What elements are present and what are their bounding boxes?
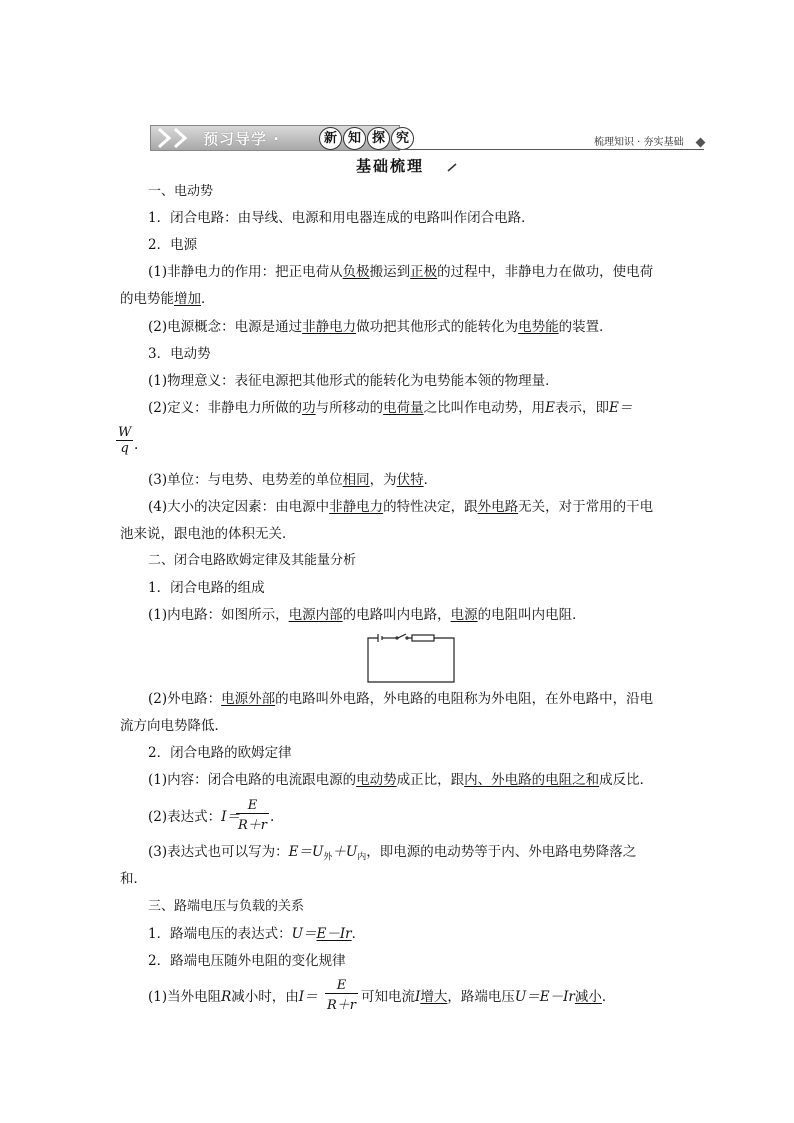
answer-blank: 内、外电路的电阻之和: [464, 772, 600, 788]
banner-title: 预习导学 ·: [203, 130, 280, 148]
text: (3)表达式也可以写为：: [148, 844, 289, 860]
fraction-numerator: E: [325, 978, 358, 994]
paragraph: 池来说，跟电池的体积无关．: [120, 526, 296, 542]
text: 可知电流: [361, 989, 415, 1005]
text: (2)外电路：: [148, 691, 222, 707]
fraction-numerator: W: [118, 425, 132, 440]
section-banner: [150, 125, 409, 151]
banner-bubble: 探: [367, 127, 390, 150]
subheading: 基础梳理: [356, 157, 425, 175]
text: (2)表达式：: [148, 809, 222, 825]
formula: E＝U: [288, 844, 324, 860]
answer-blank: 电荷量: [383, 400, 424, 416]
paragraph: 流方向电势降低．: [120, 718, 228, 734]
paragraph: [148, 263, 653, 281]
text: 1．路端电压的表达式：: [148, 926, 292, 942]
paragraph: 和．: [120, 871, 147, 887]
answer-blank: E－Ir: [316, 926, 352, 942]
text: 的电路叫外电路，外电路的电阻称为外电阻，在外电路中，沿电: [275, 691, 654, 707]
paragraph: [148, 318, 613, 336]
subscript: 外: [323, 852, 333, 863]
text: (1)非静电力的作用：把正电荷从: [148, 264, 343, 280]
fraction-denominator: R＋r: [238, 818, 268, 833]
paragraph: 1．闭合电路的组成: [148, 580, 265, 596]
paragraph: [148, 925, 365, 943]
formula: U＝: [291, 926, 317, 942]
answer-blank: 非静电力: [329, 499, 384, 515]
symbol: I: [415, 989, 421, 1005]
text: 的过程中，非静电力在做功，使电荷: [437, 264, 654, 280]
text: ．: [201, 291, 215, 307]
fraction-denominator: q: [120, 441, 129, 456]
subscript: 内: [357, 852, 367, 863]
text: ．: [351, 926, 366, 942]
chevron-right-icon: [157, 128, 173, 148]
text: ，即电源的电动势等于内、外电路电势降落之: [366, 844, 637, 860]
answer-blank: 外电路: [477, 499, 519, 515]
text: ．: [601, 989, 616, 1005]
answer-blank: 功: [302, 400, 316, 416]
paragraph: [361, 988, 615, 1006]
symbol: R: [221, 989, 232, 1005]
answer-blank: 增加: [174, 291, 201, 307]
text: 的电阻叫内电阻．: [477, 607, 586, 623]
text: ，为: [369, 472, 397, 488]
text: 的装置．: [558, 319, 613, 335]
pen-mark-icon: [447, 162, 457, 172]
banner-bubble: 新: [319, 127, 342, 150]
text: 减小时，由: [231, 989, 299, 1005]
text: 成反比．: [599, 772, 654, 788]
answer-blank: 正极: [410, 264, 438, 280]
symbol: E: [545, 400, 555, 416]
formula: I＝: [221, 809, 240, 825]
diamond-icon: [696, 138, 706, 148]
text: (2)定义：非静电力所做的: [148, 400, 303, 416]
text: 之比叫作电动势，用: [423, 400, 546, 416]
paragraph: [148, 808, 240, 826]
fraction-denominator: R＋r: [327, 998, 357, 1013]
text: 做功把其他形式的能转化为: [356, 319, 519, 335]
text: (4)大小的决定因素：由电源中: [148, 499, 330, 515]
answer-blank: 非静电力: [302, 319, 357, 335]
banner-bubble: 知: [343, 127, 366, 150]
section-2-title: 二、闭合电路欧姆定律及其能量分析: [148, 553, 357, 568]
answer-blank: 增大: [420, 989, 448, 1005]
paragraph: [120, 290, 215, 308]
paragraph: [148, 988, 318, 1006]
text: 成正比，跟: [396, 772, 465, 788]
answer-blank: 负极: [342, 264, 370, 280]
period: .: [270, 809, 275, 825]
circuit-diagram: [362, 632, 458, 684]
text: (1)当外电阻: [148, 989, 222, 1005]
formula: U＝E－Ir: [514, 989, 575, 1005]
period: .: [134, 437, 139, 453]
text: 的电路叫内电路，: [342, 607, 451, 623]
paragraph: [148, 771, 653, 789]
header-divider: [398, 149, 704, 150]
paragraph: 3．电动势: [148, 346, 211, 362]
paragraph: [148, 399, 632, 417]
answer-blank: 电源内部: [288, 607, 343, 623]
fraction-numerator: E: [236, 798, 269, 814]
text: 的电势能: [120, 291, 174, 307]
paragraph: [148, 498, 653, 516]
text: (2)电源概念：电源是通过: [148, 319, 303, 335]
fraction-w-over-q: [116, 425, 133, 456]
answer-blank: 相同: [342, 472, 370, 488]
text: (1)内容：闭合电路的电流跟电源的: [148, 772, 357, 788]
text: 搬运到: [369, 264, 411, 280]
fraction-e-over-r: [236, 798, 269, 833]
paragraph: 1．闭合电路：由导线、电源和用电器连成的电路叫作闭合电路．: [148, 210, 535, 226]
fraction-e-over-r: [325, 978, 358, 1013]
paragraph: 2．闭合电路的欧姆定律: [148, 745, 292, 761]
text: 表示，即: [554, 400, 609, 416]
text: ，路端电压: [447, 989, 515, 1005]
paragraph: [148, 690, 653, 708]
paragraph: (1)物理意义：表征电源把其他形式的能转化为电势能本领的物理量．: [148, 373, 559, 389]
header-tagline: 梳理知识 · 夯实基础: [594, 137, 684, 148]
banner-bubble: 究: [391, 127, 414, 150]
section-1-title: 一、电动势: [148, 184, 214, 199]
answer-blank: 电动势: [356, 772, 397, 788]
text: 的特性决定，跟: [383, 499, 478, 515]
section-3-title: 三、路端电压与负载的关系: [148, 899, 305, 914]
paragraph: [148, 843, 636, 867]
text: ．: [423, 472, 438, 488]
answer-blank: 电势能: [518, 319, 559, 335]
answer-blank: 电源外部: [221, 691, 276, 707]
banner-bubbles: [319, 127, 415, 150]
text: 与所移动的: [315, 400, 384, 416]
answer-blank: 伏特: [396, 472, 424, 488]
text: 无关，对于常用的干电: [518, 499, 654, 515]
answer-blank: 减小: [574, 989, 602, 1005]
text: (3)单位：与电势、电势差的单位: [148, 472, 343, 488]
paragraph: 2．电源: [148, 237, 198, 253]
formula: E＝: [608, 400, 633, 416]
answer-blank: 电源: [450, 607, 478, 623]
text: (1)内电路：如图所示，: [148, 607, 289, 623]
formula: ＋U: [332, 844, 358, 860]
paragraph: [148, 471, 437, 489]
chevron-right-icon: [173, 128, 189, 148]
paragraph: [148, 606, 586, 624]
formula: I＝: [298, 989, 318, 1005]
paragraph: 2．路端电压随外电阻的变化规律: [148, 953, 346, 969]
